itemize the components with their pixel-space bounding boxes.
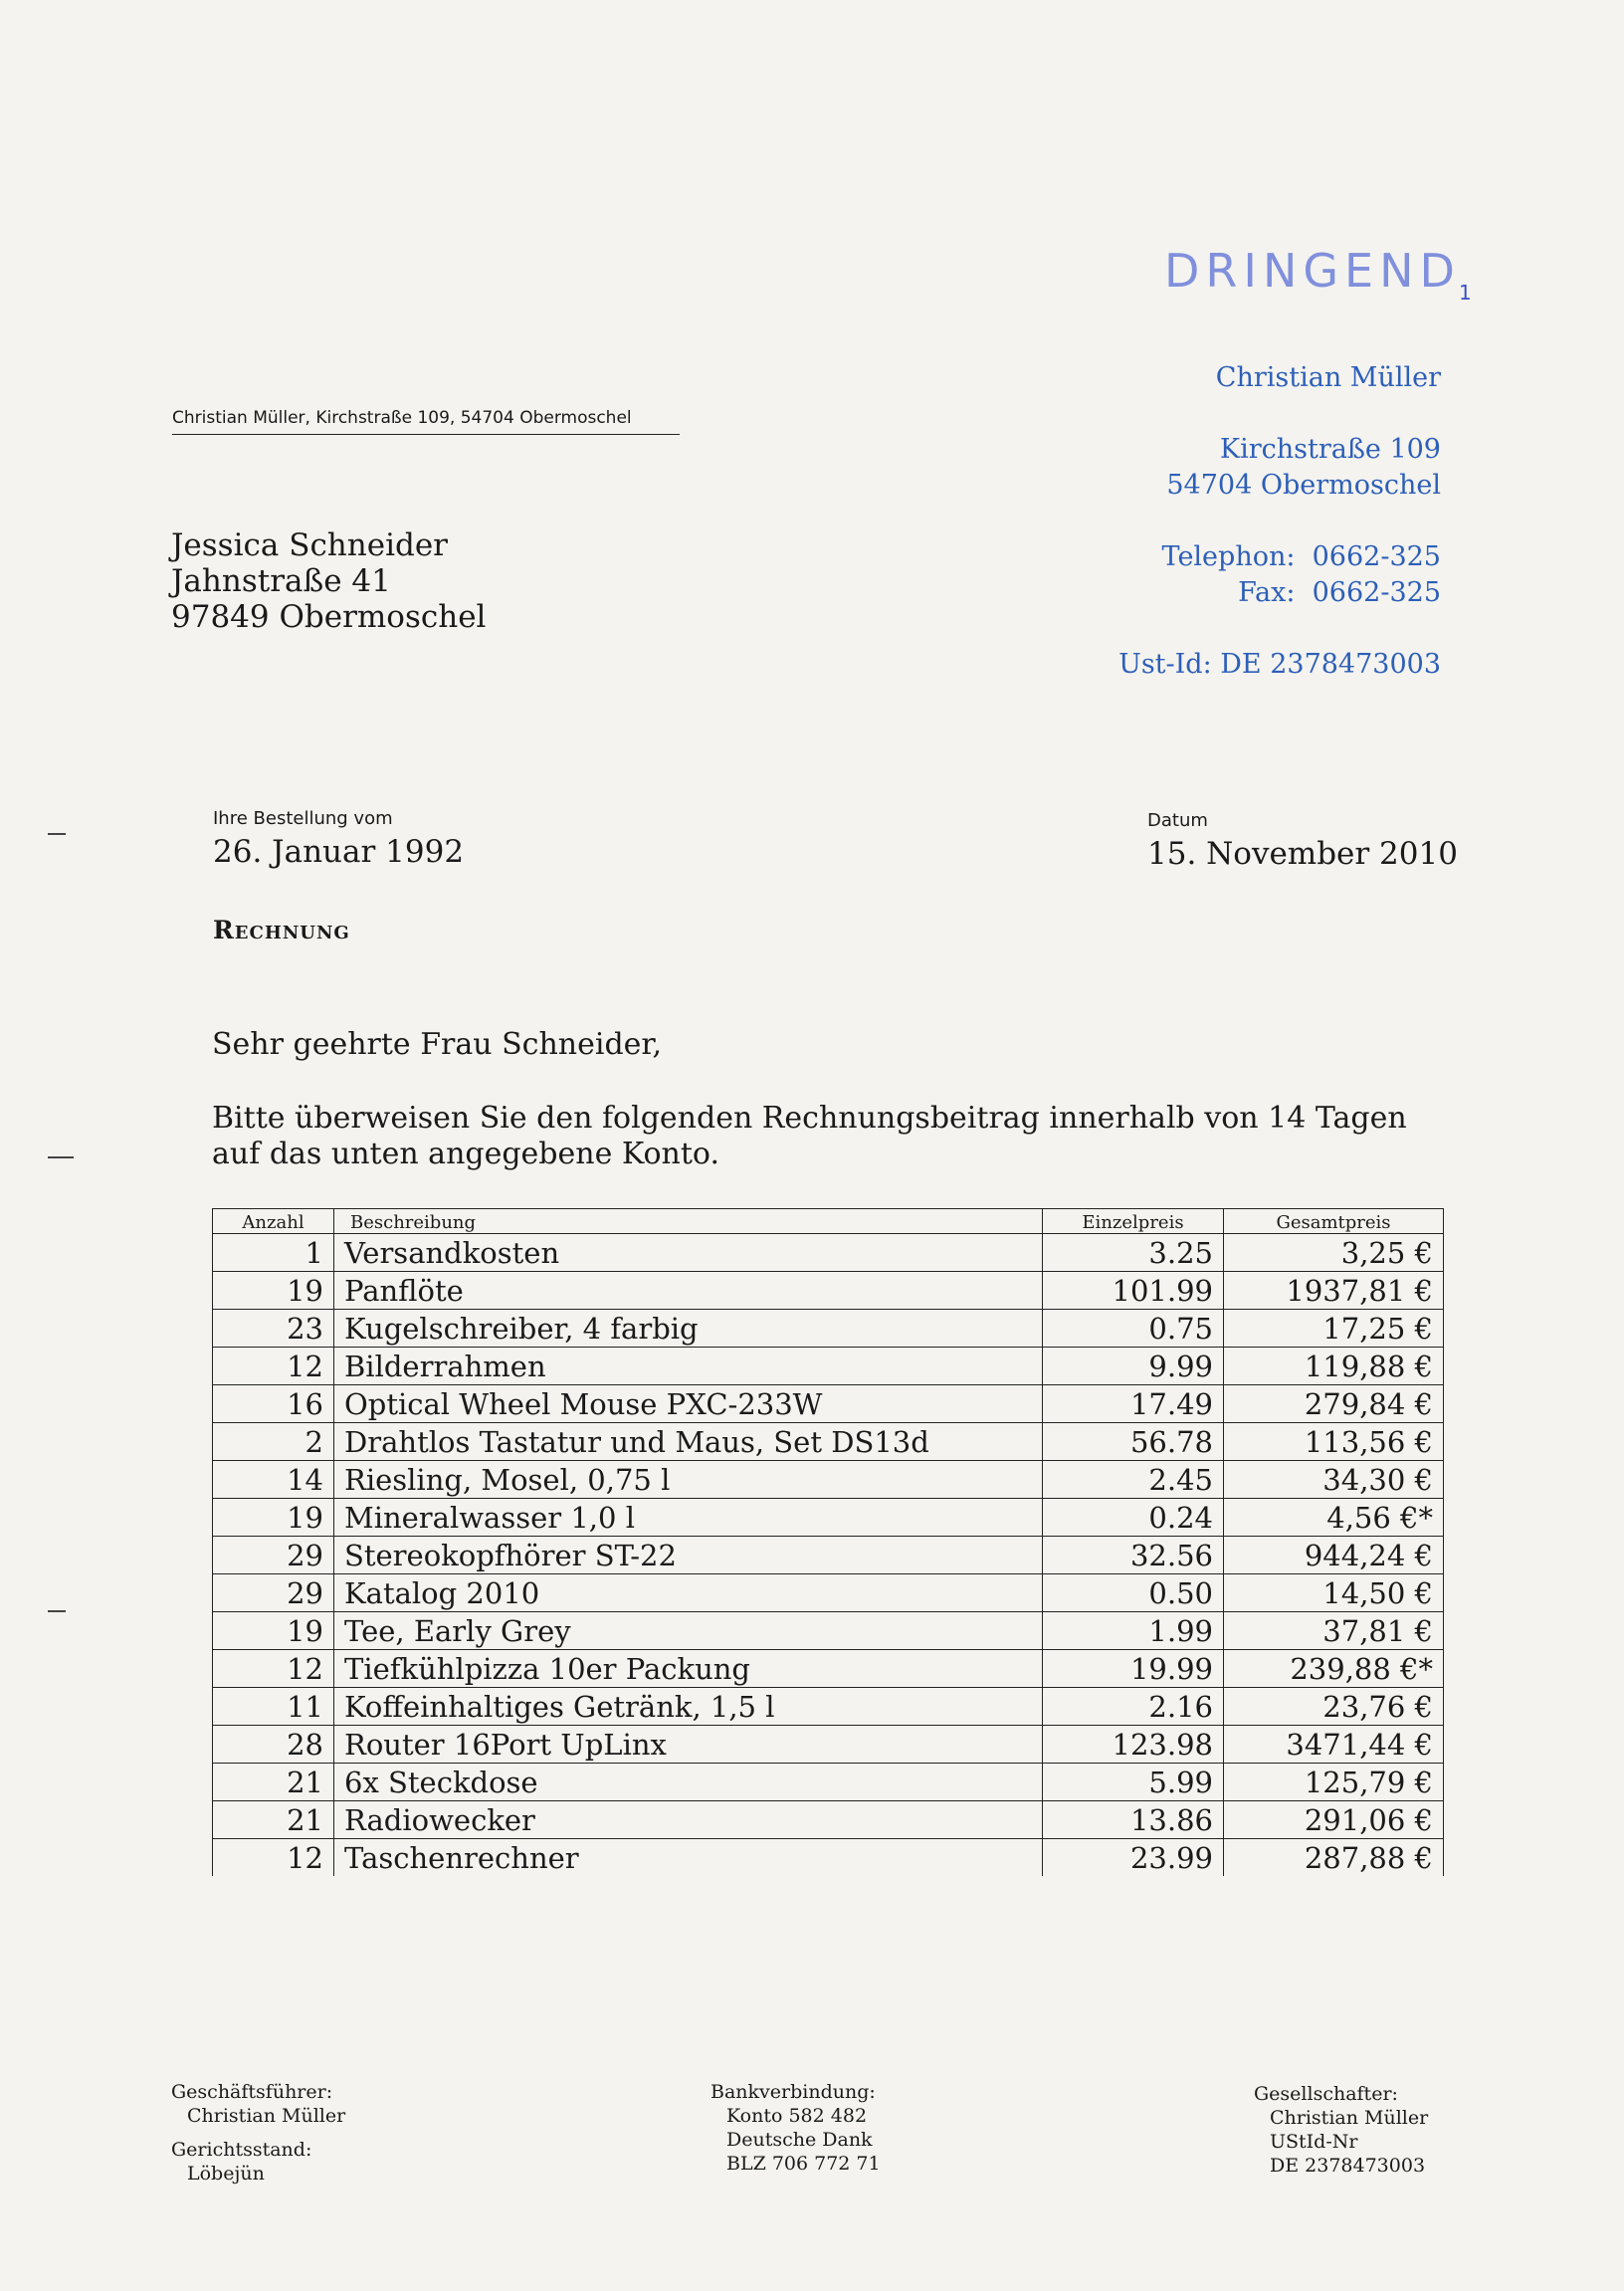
cell-total-price: 239,88 €* <box>1224 1650 1444 1688</box>
document-title: Rechnung <box>213 916 350 944</box>
table-row <box>213 1423 1444 1461</box>
cell-total-price: 1937,81 € <box>1224 1272 1444 1310</box>
stamp-mark: 1 <box>1459 281 1472 305</box>
footer-shareholder-label: Gesellschafter: <box>1254 2083 1398 2105</box>
cell-total-price: 125,79 € <box>1224 1764 1444 1801</box>
cell-unit-price: 123.98 <box>1043 1726 1224 1764</box>
footer-gs-value: Löbejün <box>187 2163 265 2185</box>
table-row <box>213 1764 1444 1801</box>
cell-qty: 23 <box>213 1310 334 1348</box>
footer-shareholder <box>1254 2082 1428 2178</box>
sender-city: 54704 Obermoschel <box>1166 470 1441 501</box>
body-text <box>212 1101 1466 1172</box>
cell-unit-price: 2.16 <box>1043 1688 1224 1726</box>
cell-total-price: 17,25 € <box>1224 1310 1444 1348</box>
table-header-row <box>213 1209 1444 1234</box>
table-row <box>213 1234 1444 1272</box>
table-row <box>213 1650 1444 1688</box>
cell-description: 6x Steckdose <box>334 1764 1043 1801</box>
sender-telephone: Telephon: 0662-325 <box>1161 541 1441 572</box>
cell-unit-price: 3.25 <box>1043 1234 1224 1272</box>
cell-qty: 29 <box>213 1537 334 1574</box>
cell-unit-price: 56.78 <box>1043 1423 1224 1461</box>
cell-unit-price: 23.99 <box>1043 1839 1224 1877</box>
sender-name: Christian Müller <box>1215 362 1441 393</box>
cell-description: Tee, Early Grey <box>334 1612 1043 1650</box>
cell-description: Stereokopfhörer ST-22 <box>334 1537 1043 1574</box>
footer-gf-name: Christian Müller <box>187 2105 346 2127</box>
cell-description: Koffeinhaltiges Getränk, 1,5 l <box>334 1688 1043 1726</box>
recipient-name: Jessica Schneider <box>171 527 449 563</box>
cell-unit-price: 0.75 <box>1043 1310 1224 1348</box>
cell-total-price: 3,25 € <box>1224 1234 1444 1272</box>
sender-ust-id: Ust-Id: DE 2378473003 <box>1118 649 1441 680</box>
cell-description: Taschenrechner <box>334 1839 1043 1877</box>
table-row <box>213 1272 1444 1310</box>
invoice-items-table <box>212 1208 1444 1876</box>
sender-block <box>1118 360 1441 683</box>
table-row <box>213 1348 1444 1385</box>
header-qty: Anzahl <box>213 1209 334 1234</box>
cell-description: Kugelschreiber, 4 farbig <box>334 1310 1043 1348</box>
recipient-street: Jahnstraße 41 <box>171 563 391 599</box>
recipient-city: 97849 Obermoschel <box>171 599 487 635</box>
cell-total-price: 119,88 € <box>1224 1348 1444 1385</box>
table-row <box>213 1801 1444 1839</box>
cell-unit-price: 2.45 <box>1043 1461 1224 1499</box>
sender-fax: Fax: 0662-325 <box>1238 577 1441 608</box>
cell-unit-price: 1.99 <box>1043 1612 1224 1650</box>
cell-total-price: 14,50 € <box>1224 1574 1444 1612</box>
table-row <box>213 1499 1444 1537</box>
order-date: 26. Januar 1992 <box>213 834 465 870</box>
footer-bank <box>710 2080 881 2176</box>
cell-total-price: 113,56 € <box>1224 1423 1444 1461</box>
table-row <box>213 1385 1444 1423</box>
cell-total-price: 279,84 € <box>1224 1385 1444 1423</box>
cell-description: Optical Wheel Mouse PXC-233W <box>334 1385 1043 1423</box>
header-total-price: Gesamtpreis <box>1224 1209 1444 1234</box>
cell-qty: 19 <box>213 1499 334 1537</box>
cell-description: Mineralwasser 1,0 l <box>334 1499 1043 1537</box>
order-date-label: Ihre Bestellung vom <box>213 808 393 829</box>
cell-description: Bilderrahmen <box>334 1348 1043 1385</box>
table-row <box>213 1574 1444 1612</box>
invoice-date: 15. November 2010 <box>1147 836 1458 872</box>
table-row <box>213 1612 1444 1650</box>
cell-unit-price: 32.56 <box>1043 1537 1224 1574</box>
cell-qty: 2 <box>213 1423 334 1461</box>
footer-bank-label: Bankverbindung: <box>710 2081 876 2103</box>
table-row <box>213 1310 1444 1348</box>
cell-qty: 21 <box>213 1801 334 1839</box>
footer-bank-blz: BLZ 706 772 71 <box>726 2153 881 2175</box>
sender-return-line: Christian Müller, Kirchstraße 109, 54704 Obermoschel <box>172 408 680 435</box>
body-line-1: Bitte überweisen Sie den folgenden Rechnungsbeitrag innerhalb von 14 Tagen <box>212 1101 1407 1136</box>
table-row <box>213 1726 1444 1764</box>
cell-total-price: 4,56 €* <box>1224 1499 1444 1537</box>
cell-total-price: 3471,44 € <box>1224 1726 1444 1764</box>
body-line-2: auf das unten angegebene Konto. <box>212 1137 719 1171</box>
cell-qty: 14 <box>213 1461 334 1499</box>
footer-gf-label: Geschäftsführer: <box>171 2081 333 2103</box>
recipient-address <box>171 527 486 635</box>
cell-qty: 21 <box>213 1764 334 1801</box>
cell-unit-price: 19.99 <box>1043 1650 1224 1688</box>
punch-mark <box>48 1156 74 1158</box>
salutation: Sehr geehrte Frau Schneider, <box>212 1027 663 1062</box>
cell-qty: 19 <box>213 1612 334 1650</box>
cell-qty: 28 <box>213 1726 334 1764</box>
cell-description: Riesling, Mosel, 0,75 l <box>334 1461 1043 1499</box>
cell-total-price: 23,76 € <box>1224 1688 1444 1726</box>
cell-unit-price: 0.24 <box>1043 1499 1224 1537</box>
cell-unit-price: 101.99 <box>1043 1272 1224 1310</box>
cell-qty: 12 <box>213 1650 334 1688</box>
cell-total-price: 34,30 € <box>1224 1461 1444 1499</box>
cell-description: Versandkosten <box>334 1234 1043 1272</box>
cell-description: Tiefkühlpizza 10er Packung <box>334 1650 1043 1688</box>
cell-total-price: 37,81 € <box>1224 1612 1444 1650</box>
invoice-date-label: Datum <box>1147 810 1208 831</box>
cell-unit-price: 0.50 <box>1043 1574 1224 1612</box>
footer-ust-value: DE 2378473003 <box>1270 2155 1426 2177</box>
cell-qty: 29 <box>213 1574 334 1612</box>
cell-qty: 12 <box>213 1839 334 1877</box>
header-description: Beschreibung <box>334 1209 1043 1234</box>
cell-description: Drahtlos Tastatur und Maus, Set DS13d <box>334 1423 1043 1461</box>
cell-unit-price: 17.49 <box>1043 1385 1224 1423</box>
sender-street: Kirchstraße 109 <box>1219 434 1441 465</box>
footer-shareholder-name: Christian Müller <box>1270 2107 1429 2129</box>
cell-description: Panflöte <box>334 1272 1043 1310</box>
table-row <box>213 1839 1444 1877</box>
fold-mark <box>48 833 66 835</box>
cell-unit-price: 13.86 <box>1043 1801 1224 1839</box>
footer-bank-konto: Konto 582 482 <box>726 2105 868 2127</box>
footer-gs-label: Gerichtsstand: <box>171 2139 312 2161</box>
table-row <box>213 1688 1444 1726</box>
cell-description: Katalog 2010 <box>334 1574 1043 1612</box>
cell-qty: 12 <box>213 1348 334 1385</box>
dringend-stamp: DRINGEND <box>1164 244 1461 298</box>
table-row <box>213 1461 1444 1499</box>
footer-bank-name: Deutsche Dank <box>726 2129 873 2151</box>
cell-unit-price: 9.99 <box>1043 1348 1224 1385</box>
footer-ust-label: UStId-Nr <box>1270 2131 1358 2153</box>
cell-total-price: 944,24 € <box>1224 1537 1444 1574</box>
header-unit-price: Einzelpreis <box>1043 1209 1224 1234</box>
cell-qty: 16 <box>213 1385 334 1423</box>
cell-qty: 11 <box>213 1688 334 1726</box>
cell-total-price: 287,88 € <box>1224 1839 1444 1877</box>
fold-mark <box>48 1610 66 1612</box>
cell-description: Router 16Port UpLinx <box>334 1726 1043 1764</box>
cell-qty: 19 <box>213 1272 334 1310</box>
cell-qty: 1 <box>213 1234 334 1272</box>
table-row <box>213 1537 1444 1574</box>
cell-unit-price: 5.99 <box>1043 1764 1224 1801</box>
footer-management <box>171 2080 345 2186</box>
cell-total-price: 291,06 € <box>1224 1801 1444 1839</box>
cell-description: Radiowecker <box>334 1801 1043 1839</box>
